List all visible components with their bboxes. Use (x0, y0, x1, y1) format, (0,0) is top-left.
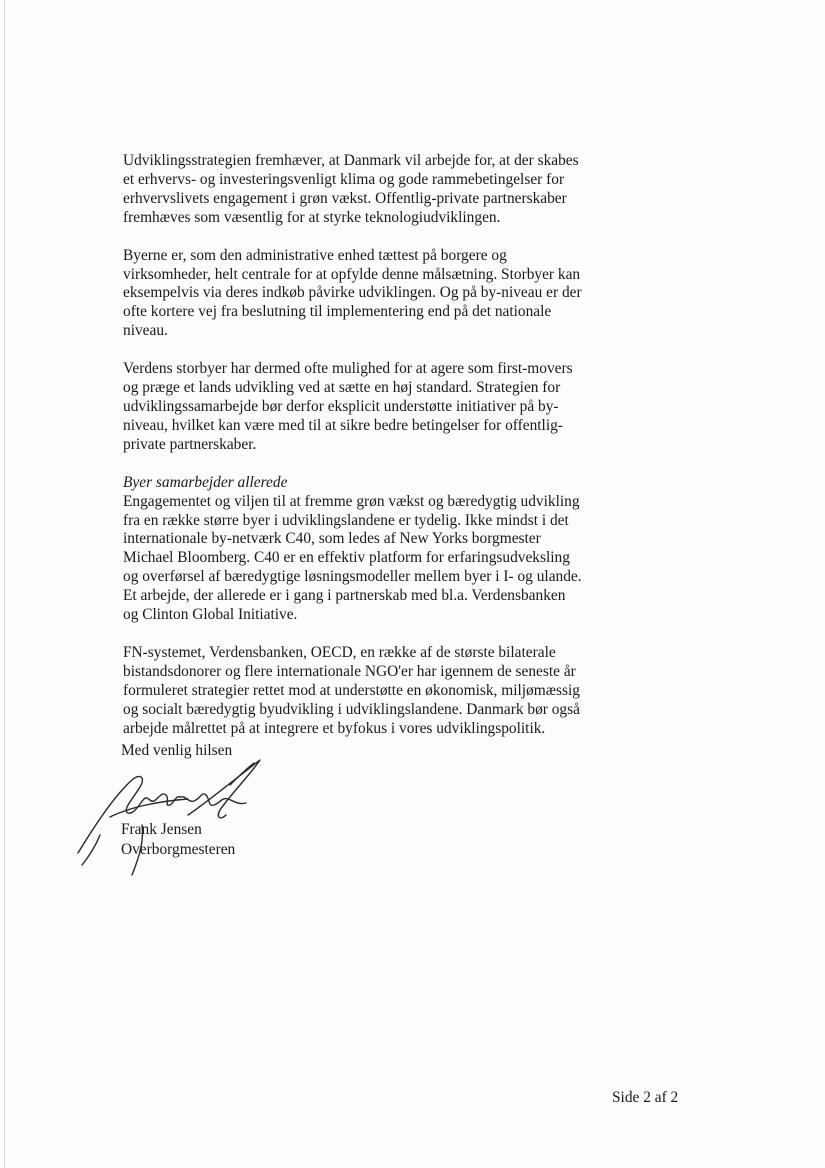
paragraph-1 (123, 152, 613, 228)
handwritten-signature (70, 755, 270, 880)
paragraph-1-line: fremhæves som væsentlig for at styrke teknologiudviklingen. (123, 208, 501, 226)
paragraph-3-line: og præge et lands udvikling ved at sætte en høj standard. Strategien for (123, 379, 561, 397)
paragraph-gap (123, 341, 613, 360)
paragraph-5 (123, 644, 613, 739)
paragraph-2-line: niveau. (123, 322, 168, 340)
signer-block (121, 820, 235, 859)
paragraph-4-line: Et arbejde, der allerede er i gang i partnerskab med bl.a. Verdensbanken (123, 587, 566, 605)
scan-edge-line (4, 0, 5, 1168)
paragraph-2-line: eksempelvis via deres indkøb påvirke udviklingen. Og på by-niveau er der (123, 284, 582, 302)
closing-salutation: Med venlig hilsen (121, 742, 233, 759)
paragraph-1-line: Udviklingsstrategien fremhæver, at Danmark vil arbejde for, at der skabes (123, 152, 579, 169)
paragraph-4-line: Michael Bloomberg. C40 er en effektiv platform for erfaringsudveksling (123, 549, 570, 567)
paragraph-gap (123, 455, 613, 474)
paragraph-2-line: ofte kortere vej fra beslutning til implementering end på det nationale (123, 303, 552, 321)
paragraph-4-line: fra en række større byer i udviklingslandene er tydelig. Ikke mindst i det (123, 511, 569, 529)
paragraph-3 (123, 360, 613, 455)
paragraph-2-line: virksomheder, helt centrale for at opfylde denne målsætning. Storbyer kan (123, 265, 581, 283)
paragraph-5-line: og socialt bæredygtig byudvikling i udviklingslandene. Danmark bør også (123, 700, 580, 718)
paragraph-4 (123, 493, 613, 625)
paragraph-3-line: udviklingssamarbejde bør derfor eksplicit understøtte initiativer på by- (123, 397, 559, 415)
paragraph-5-line: bistandsdonorer og flere internationale NGO'er har igennem de seneste år (123, 662, 576, 680)
paragraph-2 (123, 247, 613, 342)
paragraph-1-line: et erhvervs- og investeringsvenligt klima og gode rammebetingelser for (123, 170, 565, 188)
paragraph-1-line: erhvervslivets engagement i grøn vækst. Offentlig-private partnerskaber (123, 189, 567, 207)
letter-body (123, 152, 613, 738)
page-number: Side 2 af 2 (612, 1089, 679, 1106)
paragraph-4-line: internationale by-netværk C40, som ledes af New Yorks borgmester (123, 530, 541, 548)
signer-title: Overborgmesteren (121, 840, 236, 858)
paragraph-5-line: arbejde målrettet på at integrere et byfokus i vores udviklingspolitik. (123, 719, 546, 737)
paragraph-4-line: Engagementet og viljen til at fremme grøn vækst og bæredygtig udvikling (123, 492, 580, 510)
paragraph-3-line: Verdens storbyer har dermed ofte mulighed for at agere som first-movers (123, 360, 573, 378)
paragraph-5-line: formuleret strategier rettet mod at understøtte en økonomisk, miljømæssig (123, 681, 580, 699)
paragraph-gap (123, 228, 613, 247)
paragraph-3-line: niveau, hvilket kan være med til at sikre bedre betingelser for offentlig- (123, 416, 563, 434)
paragraph-4-line: og overførsel af bæredygtige løsningsmodeller mellem byer i I- og ulande. (123, 568, 582, 586)
paragraph-gap (123, 625, 613, 644)
paragraph-3-line: private partnerskaber. (123, 435, 257, 453)
signer-name: Frank Jensen (121, 821, 202, 838)
paragraph-4-line: og Clinton Global Initiative. (123, 606, 298, 624)
paragraph-2-line: Byerne er, som den administrative enhed tættest på borgere og (123, 246, 507, 264)
section-subheading: Byer samarbejder allerede (123, 473, 288, 491)
paragraph-5-line: FN-systemet, Verdensbanken, OECD, en række af de største bilaterale (123, 643, 556, 661)
